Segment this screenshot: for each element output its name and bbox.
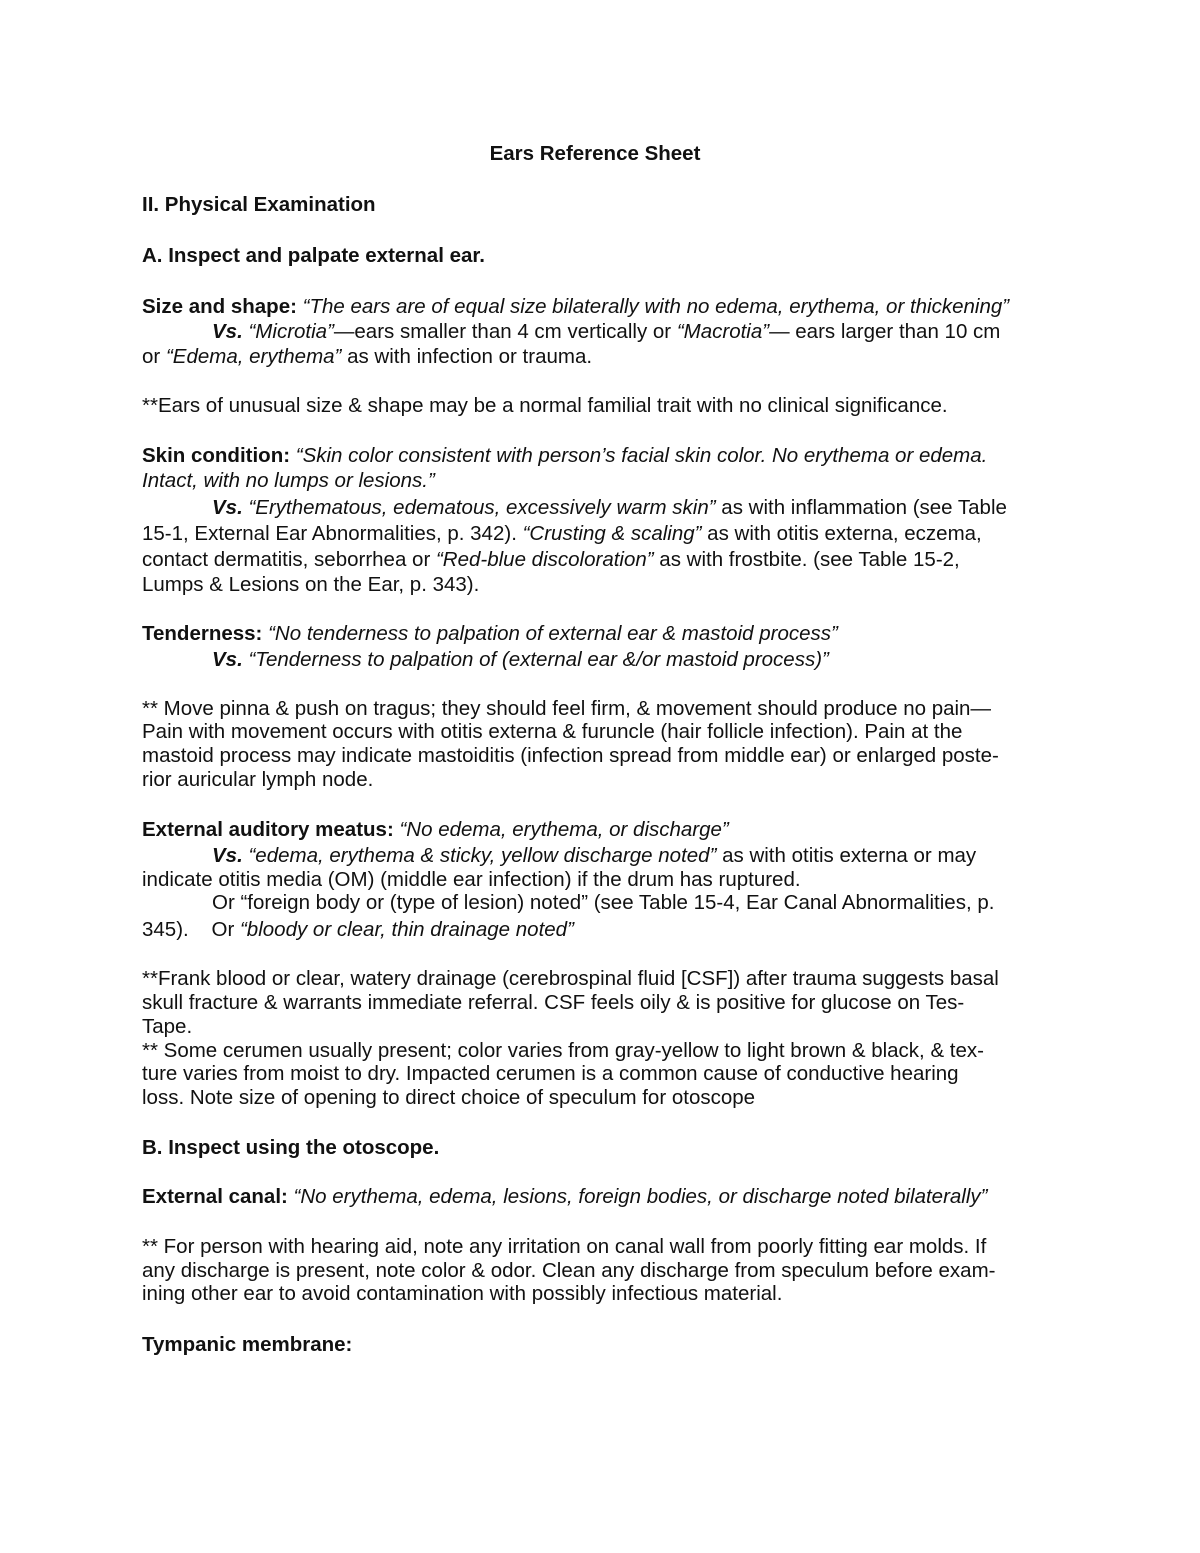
tenderness-line-1 (142, 622, 838, 646)
size-shape-line-2 (142, 320, 1000, 344)
canal-note-2: any discharge is present, note color & odor. Clean any discharge from speculum before exam- (142, 1259, 996, 1282)
subsection-b-heading: B. Inspect using the otoscope. (142, 1136, 440, 1159)
tenderness-line-2 (142, 648, 829, 672)
skin-line-4 (142, 522, 982, 546)
canal-line-1 (142, 1185, 988, 1209)
crusting-term: “Crusting & scaling” (522, 522, 702, 545)
meatus-note-2: skull fracture & warrants immediate referral. CSF feels oily & is positive for glucose on Tes- (142, 991, 965, 1014)
macrotia-desc: — ears larger than 10 cm (769, 320, 1001, 343)
size-shape-note: **Ears of unusual size & shape may be a normal familial trait with no clinical significance. (142, 394, 948, 417)
size-shape-line-3 (142, 345, 592, 369)
tympanic-label: Tympanic membrane: (142, 1333, 353, 1356)
canal-note-3: ining other ear to avoid contamination with possibly infectious material. (142, 1282, 783, 1305)
drainage-term: “bloody or clear, thin drainage noted” (239, 918, 574, 941)
tenderness-normal: “No tenderness to palpation of external ear & mastoid process” (268, 622, 838, 645)
tenderness-label: Tenderness: (142, 622, 263, 645)
tenderness-note-1: ** Move pinna & push on tragus; they should feel firm, & movement should produce no pain— (142, 697, 991, 720)
tenderness-note-3: mastoid process may indicate mastoiditis (infection spread from middle ear) or enlarged poste- (142, 744, 999, 767)
meatus-note-5: ture varies from moist to dry. Impacted cerumen is a common cause of conductive hearing (142, 1062, 959, 1085)
meatus-line-3: indicate otitis media (OM) (middle ear infection) if the drum has ruptured. (142, 868, 801, 891)
meatus-line-4: Or “foreign body or (type of lesion) noted” (see Table 15-4, Ear Canal Abnormalities, p. (212, 891, 995, 914)
skin-label: Skin condition: (142, 444, 291, 467)
skin-line-1 (142, 444, 987, 468)
meatus-line-1 (142, 818, 729, 842)
canal-normal: “No erythema, edema, lesions, foreign bodies, or discharge noted bilaterally” (293, 1185, 988, 1208)
skin-normal: “Skin color consistent with person’s facial skin color. No erythema or edema. (295, 444, 988, 467)
meatus-label: External auditory meatus: (142, 818, 394, 841)
canal-note-1: ** For person with hearing aid, note any irritation on canal wall from poorly fitting ear molds. If (142, 1235, 987, 1258)
size-shape-label: Size and shape: (142, 295, 297, 318)
meatus-note-6: loss. Note size of opening to direct choice of speculum for otoscope (142, 1086, 756, 1109)
edema-term: “Edema, erythema” (165, 345, 342, 368)
size-shape-normal: “The ears are of equal size bilaterally with no edema, erythema, or thickening” (302, 295, 1010, 318)
page-title: Ears Reference Sheet (489, 142, 701, 165)
text-span: 345). Or (142, 918, 240, 941)
skin-abnormal-term: “Erythematous, edematous, excessively warm skin” (248, 496, 716, 519)
meatus-abnormal: “edema, erythema & sticky, yellow discharge noted” (248, 844, 717, 867)
microtia-term: “Microtia” (248, 320, 334, 343)
discoloration-term: “Red-blue discoloration” (435, 548, 654, 571)
meatus-note-4: ** Some cerumen usually present; color varies from gray-yellow to light brown & black, & tex- (142, 1039, 984, 1062)
vs-label: Vs. (212, 844, 243, 867)
skin-line-5 (142, 548, 960, 572)
text-span: contact dermatitis, seborrhea or (142, 548, 436, 571)
size-shape-line-1 (142, 295, 1009, 319)
macrotia-term: “Macrotia” (676, 320, 770, 343)
text-span: as with frostbite. (see Table 15-2, (653, 548, 960, 571)
subsection-a-heading: A. Inspect and palpate external ear. (142, 244, 485, 267)
vs-label: Vs. (212, 320, 243, 343)
text-span: as with infection or trauma. (341, 345, 593, 368)
text-span: as with inflammation (see Table (715, 496, 1007, 519)
vs-label: Vs. (212, 496, 243, 519)
tenderness-note-2: Pain with movement occurs with otitis externa & furuncle (hair follicle infection). Pain at the (142, 720, 963, 743)
text-span: as with otitis externa, eczema, (701, 522, 982, 545)
section-heading: II. Physical Examination (142, 193, 376, 216)
canal-label: External canal: (142, 1185, 288, 1208)
skin-line-2: Intact, with no lumps or lesions.” (142, 469, 435, 492)
skin-line-3 (142, 496, 1007, 520)
meatus-note-3: Tape. (142, 1015, 193, 1038)
meatus-line-2 (142, 844, 976, 868)
microtia-desc: —ears smaller than 4 cm vertically or (333, 320, 677, 343)
text-span: as with otitis externa or may (716, 844, 977, 867)
tenderness-note-4: rior auricular lymph node. (142, 768, 374, 791)
meatus-normal: “No edema, erythema, or discharge” (399, 818, 729, 841)
text-span: 15-1, External Ear Abnormalities, p. 342). (142, 522, 523, 545)
meatus-line-5 (142, 918, 574, 942)
tenderness-abnormal: “Tenderness to palpation of (external ear &/or mastoid process)” (248, 648, 829, 671)
skin-line-6: Lumps & Lesions on the Ear, p. 343). (142, 573, 480, 596)
meatus-note-1: **Frank blood or clear, watery drainage (cerebrospinal fluid [CSF]) after trauma suggests basal (142, 967, 999, 990)
text-span: or (142, 345, 166, 368)
vs-label: Vs. (212, 648, 243, 671)
